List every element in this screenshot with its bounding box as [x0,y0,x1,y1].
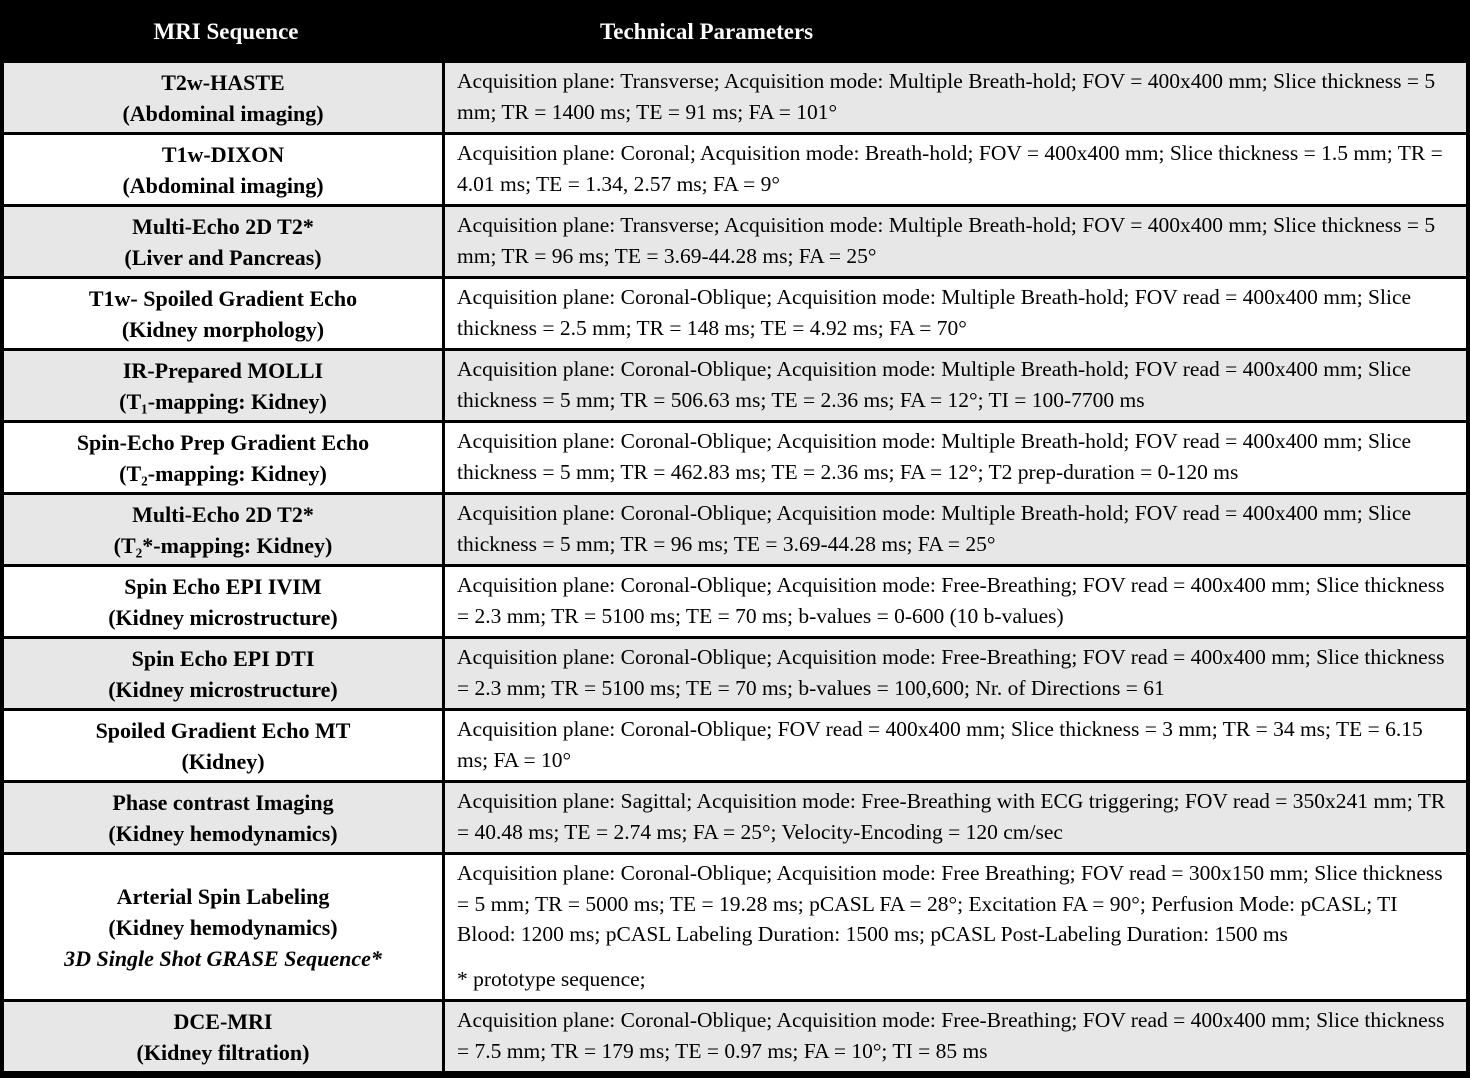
table-row [4,708,1466,780]
parameter-text: Acquisition plane: Coronal-Oblique; Acquisition mode: Free Breathing; FOV read = 300x150 mm; Slice thickness = 5 mm; TR = 5000 ms; TE = 19.28 ms; pCASL FA = 28°; Excitation FA = 90°; Perfusion Mode: pCASL; TI Blood: 1200 ms; pCASL Labeling Duration: 1500 ms; pCASL Post-Labeling Duration: 1500 ms [457,861,1443,946]
sequence-name: Spoiled Gradient Echo MT [95,717,351,743]
parameters-cell [445,1002,1466,1071]
table-header-row [4,0,1466,63]
sequence-cell [4,1002,445,1071]
sequence-target: (T₂-mapping: Kidney) [119,460,327,486]
sequence-cell [4,63,445,132]
sequence-target: (Kidney hemodynamics) [108,820,338,846]
sequence-target: (T₂*-mapping: Kidney) [113,532,333,558]
parameters-cell [445,495,1466,564]
parameter-text: Acquisition plane: Transverse; Acquisition mode: Multiple Breath-hold; FOV = 400x400 mm; Slice thickness = 5 mm; TR = 96 ms; TE = 3.69-44.28 ms; FA = 25° [457,213,1436,268]
parameters-cell [445,207,1466,276]
sequence-target: (Kidney hemodynamics) [108,914,338,940]
table-row [4,492,1466,564]
table-body [4,63,1466,1071]
parameter-text: Acquisition plane: Coronal-Oblique; Acquisition mode: Multiple Breath-hold; FOV read = 400x400 mm; Slice thickness = 5 mm; TR = 506.63 ms; TE = 2.36 ms; FA = 12°; TI = 100-7700 ms [457,357,1412,412]
sequence-cell [4,639,445,708]
sequence-name: T1w-DIXON [161,141,285,167]
parameters-cell [445,351,1466,420]
sequence-target: (Abdominal imaging) [122,100,324,126]
table-row [4,852,1466,999]
sequence-cell [4,135,445,204]
sequence-name: Spin-Echo Prep Gradient Echo [76,429,370,455]
sequence-cell [4,711,445,780]
sequence-name: Arterial Spin Labeling [116,883,330,909]
table-row [4,636,1466,708]
sequence-cell [4,567,445,636]
parameters-cell [445,567,1466,636]
parameter-text: Acquisition plane: Coronal-Oblique; Acquisition mode: Multiple Breath-hold; FOV read = 400x400 mm; Slice thickness = 5 mm; TR = 96 ms; TE = 3.69-44.28 ms; FA = 25° [457,501,1412,556]
sequence-target: (Abdominal imaging) [122,172,324,198]
sequence-name: T2w-HASTE [161,69,285,95]
sequence-cell [4,495,445,564]
sequence-note: 3D Single Shot GRASE Sequence* [64,945,382,971]
parameter-text: Acquisition plane: Coronal-Oblique; Acquisition mode: Free-Breathing; FOV read = 400x400 mm; Slice thickness = 2.3 mm; TR = 5100 ms; TE = 70 ms; b-values = 100,600; Nr. of Directions = 61 [457,645,1445,700]
table-row [4,63,1466,132]
sequence-cell [4,351,445,420]
parameters-cell [445,711,1466,780]
table-row [4,999,1466,1071]
sequence-target: (Liver and Pancreas) [124,244,322,270]
sequence-name: Spin Echo EPI DTI [131,645,315,671]
sequence-target: (Kidney microstructure) [108,676,338,702]
table-row [4,780,1466,852]
sequence-target: (Kidney) [181,748,265,774]
sequence-target: (Kidney morphology) [121,316,325,342]
sequence-cell [4,783,445,852]
parameters-cell [445,855,1466,999]
parameter-text: Acquisition plane: Coronal-Oblique; Acquisition mode: Free-Breathing; FOV read = 400x400 mm; Slice thickness = 7.5 mm; TR = 179 ms; TE = 0.97 ms; FA = 10°; TI = 85 ms [457,1008,1445,1063]
table-row [4,132,1466,204]
table-row [4,276,1466,348]
parameters-cell [445,63,1466,132]
parameter-text: Acquisition plane: Coronal-Oblique; Acquisition mode: Free-Breathing; FOV read = 400x400 mm; Slice thickness = 2.3 mm; TR = 5100 ms; TE = 70 ms; b-values = 0-600 (10 b-values) [457,573,1445,628]
sequence-name: T1w- Spoiled Gradient Echo [88,285,358,311]
parameters-cell [445,783,1466,852]
parameter-text: Acquisition plane: Coronal-Oblique; FOV read = 400x400 mm; Slice thickness = 3 mm; TR = 34 ms; TE = 6.15 ms; FA = 10° [457,717,1423,772]
sequence-cell [4,207,445,276]
parameters-cell [445,279,1466,348]
sequence-name: DCE-MRI [173,1008,273,1034]
table-row [4,564,1466,636]
parameter-text: Acquisition plane: Sagittal; Acquisition mode: Free-Breathing with ECG triggering; FOV read = 350x241 mm; TR = 40.48 ms; TE = 2.74 ms; FA = 25°; Velocity-Encoding = 120 cm/sec [457,789,1446,844]
sequence-name: Phase contrast Imaging [112,789,334,815]
parameter-text: Acquisition plane: Coronal-Oblique; Acquisition mode: Multiple Breath-hold; FOV read = 400x400 mm; Slice thickness = 5 mm; TR = 462.83 ms; TE = 2.36 ms; FA = 12°; T2 prep-duration = 0-120 ms [457,429,1412,484]
sequence-cell [4,423,445,492]
sequence-cell [4,279,445,348]
table-row [4,348,1466,420]
sequence-target: (Kidney filtration) [136,1039,310,1065]
table-row [4,204,1466,276]
parameters-cell [445,423,1466,492]
parameter-text: * prototype sequence; [457,966,646,991]
sequence-name: Spin Echo EPI IVIM [124,573,322,599]
parameter-text: Acquisition plane: Transverse; Acquisition mode: Multiple Breath-hold; FOV = 400x400 mm; Slice thickness = 5 mm; TR = 1400 ms; TE = 91 ms; FA = 101° [457,69,1436,124]
parameter-text: Acquisition plane: Coronal; Acquisition mode: Breath-hold; FOV = 400x400 mm; Slice thickness = 1.5 mm; TR = 4.01 ms; TE = 1.34, 2.57 ms; FA = 9° [457,141,1443,196]
sequence-name: IR-Prepared MOLLI [122,357,324,383]
table-row [4,420,1466,492]
parameters-cell [445,639,1466,708]
sequence-target: (Kidney microstructure) [108,604,338,630]
parameter-text: Acquisition plane: Coronal-Oblique; Acquisition mode: Multiple Breath-hold; FOV read = 400x400 mm; Slice thickness = 2.5 mm; TR = 148 ms; TE = 4.92 ms; FA = 70° [457,285,1412,340]
sequence-name: Multi-Echo 2D T2* [132,213,314,239]
column-header-technical-parameters: Technical Parameters [600,18,814,44]
sequence-target: (T₁-mapping: Kidney) [119,388,327,414]
column-header-mri-sequence: MRI Sequence [153,18,299,44]
sequence-name: Multi-Echo 2D T2* [132,501,314,527]
sequence-cell [4,855,445,999]
parameters-cell [445,135,1466,204]
